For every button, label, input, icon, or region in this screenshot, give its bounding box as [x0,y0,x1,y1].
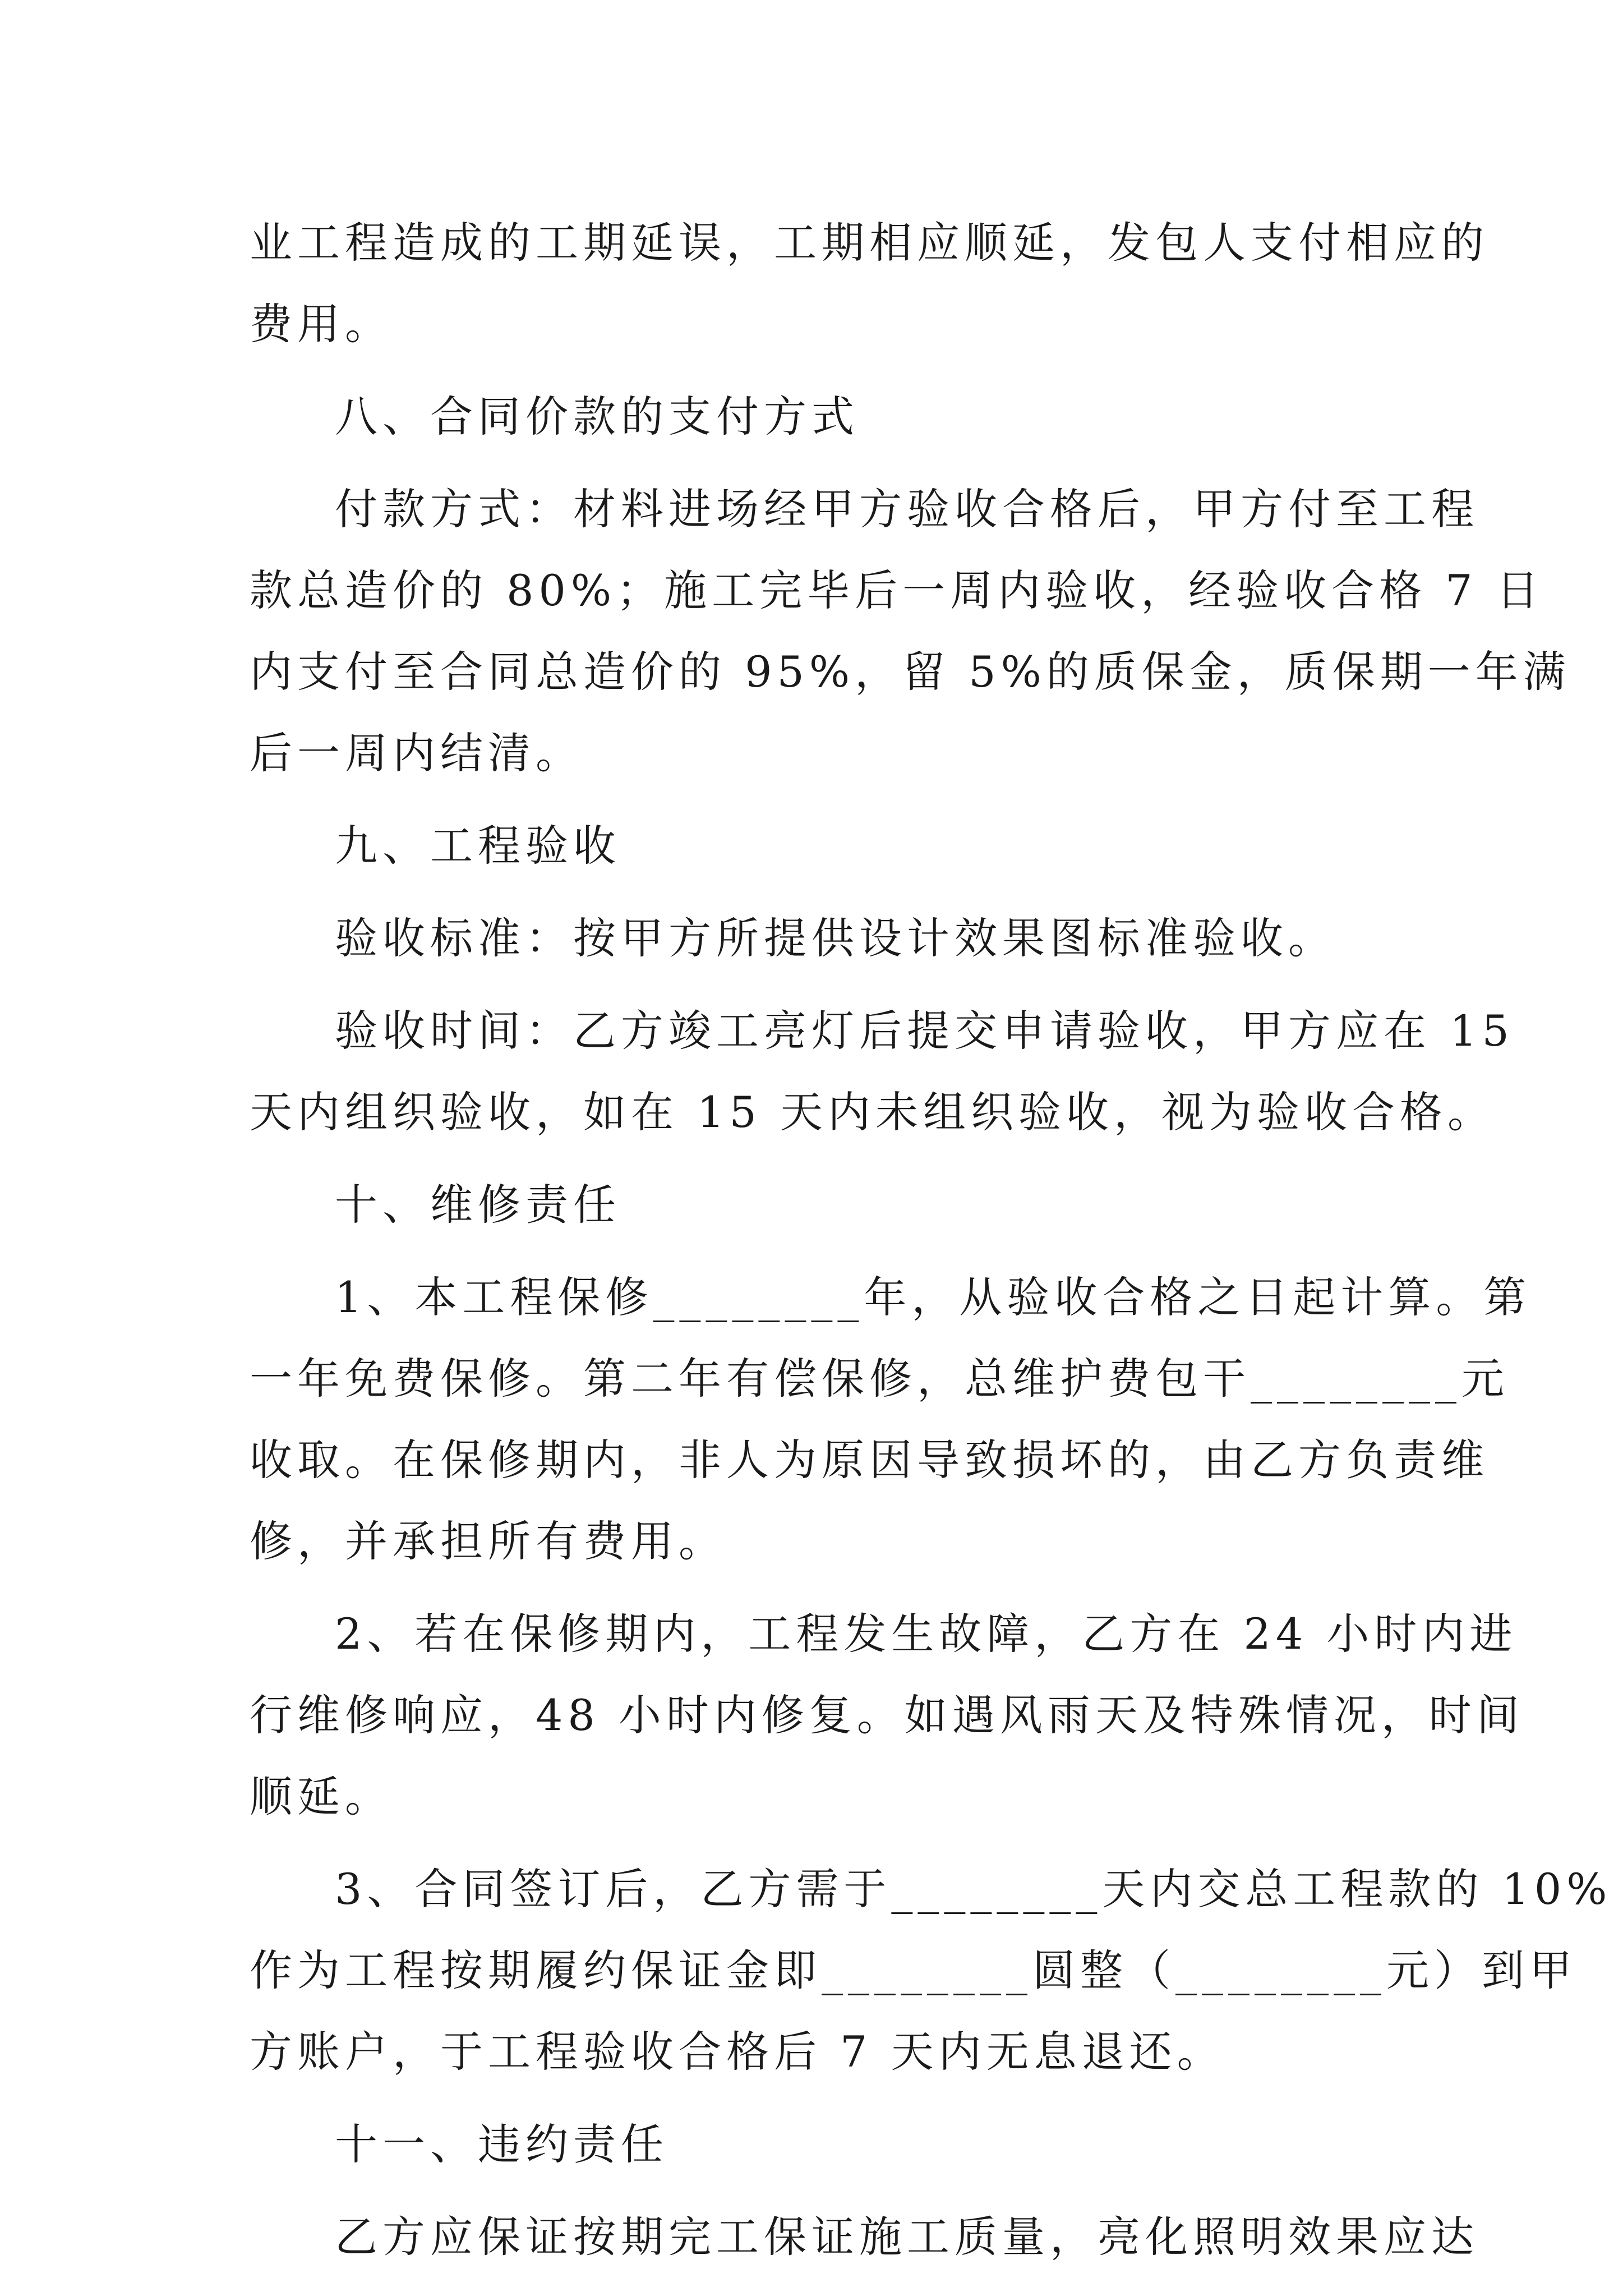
paragraph-line: 验收标准：按甲方所提供设计效果图标准验收。 [335,913,1336,963]
text-line: 天内组织验收，如在 15 天内未组织验收，视为验收合格。 [250,1087,1496,1137]
section-heading: 十、维修责任 [335,1180,621,1230]
section-heading: 九、工程验收 [335,821,621,871]
paragraph-line: 3、合同签订后，乙方需于________天内交总工程款的 10% [335,1864,1612,1914]
text-line: 顺延。 [250,1772,393,1821]
text-line: 一年免费保修。第二年有偿保修，总维护费包干________元 [250,1354,1509,1404]
section-heading: 八、合同价款的支付方式 [335,392,859,441]
text-line: 修，并承担所有费用。 [250,1516,726,1566]
text-line: 收取。在保修期内，非人为原因导致损坏的，由乙方负责维 [250,1435,1489,1485]
paragraph-line: 2、若在保修期内，工程发生故障，乙方在 24 小时内进 [335,1609,1518,1659]
text-line: 后一周内结清。 [250,728,583,778]
paragraph-line: 验收时间：乙方竣工亮灯后提交申请验收，甲方应在 15 [335,1006,1514,1056]
text-line: 款总造价的 80%；施工完毕后一周内验收，经验收合格 7 日 [250,565,1544,615]
text-line: 方账户，于工程验收合格后 7 天内无息退还。 [250,2027,1225,2077]
section-heading: 十一、违约责任 [335,2119,668,2169]
text-line: 行维修响应，48 小时内修复。如遇风雨天及特殊情况，时间 [250,1690,1524,1740]
text-line: 费用。 [250,299,393,349]
paragraph-line: 付款方式：材料进场经甲方验收合格后，甲方付至工程 [335,484,1479,534]
document-body [250,202,1612,2277]
paragraph-line: 1、本工程保修________年，从验收合格之日起计算。第 [335,1272,1532,1322]
text-line: 作为工程按期履约保证金即________圆整（________元）到甲 [250,1945,1577,1995]
paragraph-line: 乙方应保证按期完工保证施工质量，亮化照明效果应达 [335,2212,1479,2262]
text-line: 内支付至合同总造价的 95%，留 5%的质保金，质保期一年满 [250,647,1571,697]
text-line: 业工程造成的工期延误，工期相应顺延，发包人支付相应的 [250,218,1489,268]
